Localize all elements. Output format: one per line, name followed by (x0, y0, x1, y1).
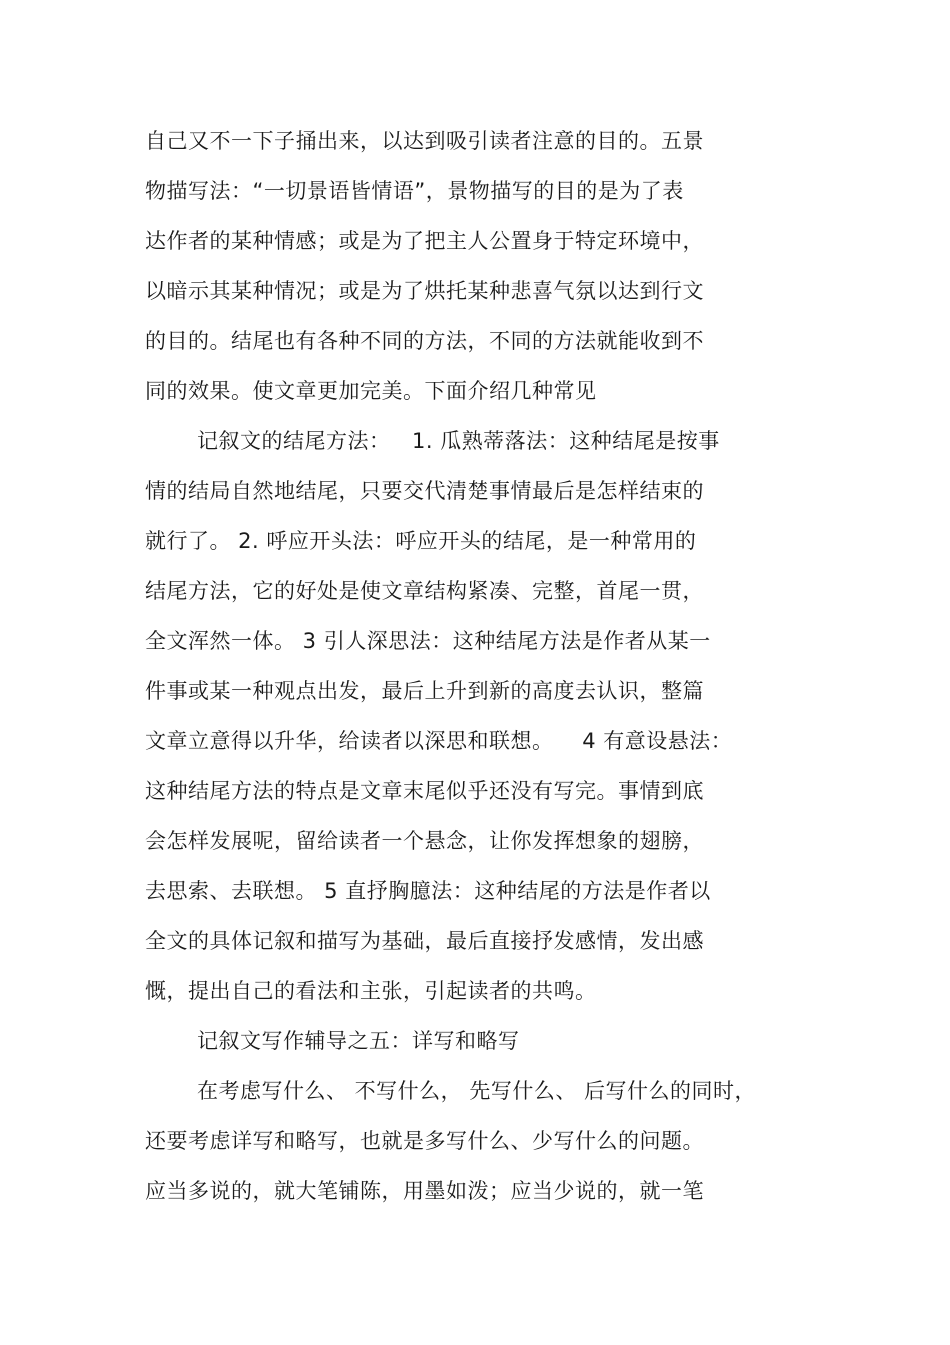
text-line: 的目的。结尾也有各种不同的方法，不同的方法就能收到不 (145, 329, 704, 353)
text-line: 这种结尾方法的特点是文章末尾似乎还没有写完。事情到底 (145, 779, 704, 803)
text-line: 物描写法：“一切景语皆情语”，景物描写的目的是为了表 (145, 179, 684, 203)
text-line: 达作者的某种情感；或是为了把主人公置身于特定环境中， (145, 229, 704, 253)
text-line: 在考虑写什么、 不写什么， 先写什么、 后写什么的同时， (197, 1079, 757, 1103)
text-line: 同的效果。使文章更加完美。下面介绍几种常见 (145, 379, 597, 403)
text-line: 情的结局自然地结尾，只要交代清楚事情最后是怎样结束的 (145, 479, 704, 503)
text-line: 慨，提出自己的看法和主张，引起读者的共鸣。 (145, 979, 597, 1003)
text-line: 还要考虑详写和略写，也就是多写什么、少写什么的问题。 (145, 1129, 704, 1153)
text-line: 应当多说的，就大笔铺陈，用墨如泼；应当少说的，就一笔 (145, 1179, 704, 1203)
section-heading: 记叙文写作辅导之五：详写和略写 (197, 1029, 520, 1053)
text-line: 以暗示其某种情况；或是为了烘托某种悲喜气氛以达到行文 (145, 279, 704, 303)
text-line: 全文浑然一体。 3 引人深思法：这种结尾方法是作者从某一 (145, 629, 711, 653)
text-line: 就行了。 2. 呼应开头法：呼应开头的结尾，是一种常用的 (145, 529, 697, 553)
text-line: 全文的具体记叙和描写为基础，最后直接抒发感情，发出感 (145, 929, 704, 953)
text-line: 结尾方法，它的好处是使文章结构紧凑、完整，首尾一贯， (145, 579, 704, 603)
text-line: 自己又不一下子捅出来，以达到吸引读者注意的目的。五景 (145, 129, 704, 153)
text-line: 会怎样发展呢，留给读者一个悬念，让你发挥想象的翅膀， (145, 829, 704, 853)
text-line: 去思索、去联想。 5 直抒胸臆法：这种结尾的方法是作者以 (145, 879, 711, 903)
text-line: 文章立意得以升华，给读者以深思和联想。 4 有意设悬法： (145, 729, 733, 753)
text-line: 件事或某一种观点出发，最后上升到新的高度去认识，整篇 (145, 679, 704, 703)
text-line: 记叙文的结尾方法： 1. 瓜熟蒂落法：这种结尾是按事 (197, 429, 720, 453)
